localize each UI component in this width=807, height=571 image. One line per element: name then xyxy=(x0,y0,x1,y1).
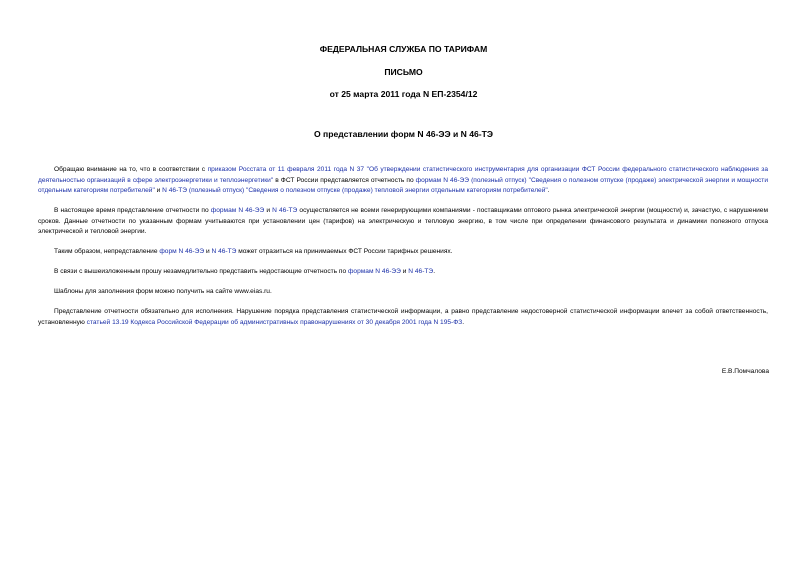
form-46-te-link[interactable]: N 46-ТЭ xyxy=(272,207,298,214)
form-46-te-link[interactable]: N 46-ТЭ (полезный отпуск) "Сведения о полезном отпуске (продаже) тепловой энергии отдельным категориям потребителей" xyxy=(162,187,548,194)
paragraph-text: и xyxy=(204,248,212,255)
form-46-te-link[interactable]: N 46-ТЭ xyxy=(211,248,237,255)
form-46-ee-link[interactable]: формам N 46-ЭЭ (полезный отпуск) "Сведения о полезном отпуске (продаже) электрической энергии и мощности отдельным категориям потребителей" xyxy=(38,176,769,194)
document-body xyxy=(38,165,768,338)
signature: Е.В.Помчалова xyxy=(721,368,769,375)
paragraph-text: Обращаю внимание на то, что в соответствии с xyxy=(54,166,208,173)
paragraph-text: и xyxy=(264,207,273,214)
paragraph-text: и xyxy=(154,187,163,194)
paragraph-6 xyxy=(38,307,768,328)
paragraph-text: может отразиться на принимаемых ФСТ России тарифных решениях. xyxy=(236,248,453,255)
paragraph-1 xyxy=(38,165,768,197)
paragraph-text: В связи с вышеизложенным прошу незамедлительно представить недостающие отчетность по xyxy=(54,268,348,275)
paragraph-text: и xyxy=(400,268,409,275)
rosstat-order-link[interactable]: приказом Росстата от 11 февраля 2011 года N 37 "Об утверждении статистического инструментария для организации ФСТ России федерального статистического наблюдения за деятельностью организаций в сфере электроэнергетики и теплоэнергетики" xyxy=(38,166,769,184)
paragraph-text: . xyxy=(462,318,465,326)
organization-title: ФЕДЕРАЛЬНАЯ СЛУЖБА ПО ТАРИФАМ xyxy=(319,44,488,54)
form-46-ee-link[interactable]: формам N 46-ЭЭ xyxy=(347,268,401,275)
form-46-ee-link[interactable]: форм N 46-ЭЭ xyxy=(159,248,205,255)
paragraph-4 xyxy=(38,267,768,278)
paragraph-2 xyxy=(38,206,768,238)
paragraph-5 xyxy=(38,287,768,298)
paragraph-text: в ФСТ России представляется отчетность по xyxy=(273,176,416,184)
koap-article-13-19-link[interactable]: статьей 13.19 Кодекса Российской Федерации об административных правонарушениях от 30 декабря 2001 года N 195-ФЗ xyxy=(86,318,463,326)
paragraph-text: . xyxy=(433,268,436,275)
form-46-ee-link[interactable]: формам N 46-ЭЭ xyxy=(210,207,265,214)
paragraph-text: Шаблоны для заполнения форм можно получить на сайте www.eias.ru. xyxy=(54,288,272,295)
paragraph-text: . xyxy=(547,187,550,194)
paragraph-3 xyxy=(38,247,768,258)
document-subject: О представлении форм N 46-ЭЭ и N 46-ТЭ xyxy=(313,129,494,139)
paragraph-text: осуществляется не всеми генерирующими компаниями - поставщиками оптового рынка электрической энергии (мощности) и, зачастую, с нарушением сроков. Данные отчетности по указанным формам учитываются при установлении цен (тарифов) на электрическую и тепловую энергию, в том числе при определении финансового результата и динамики полезного отпуска электрической и тепловой энергии. xyxy=(38,207,768,235)
paragraph-text: Таким образом, непредставление xyxy=(54,248,160,255)
paragraph-text: Представление отчетности обязательно для исполнения. Нарушение порядка представления статистической информации, а равно представление недостоверной статистической информации влечет за собой ответственность, установленную xyxy=(38,308,768,326)
paragraph-text: В настоящее время представление отчетности по xyxy=(54,207,211,214)
document-type: ПИСЬМО xyxy=(384,67,423,77)
document-date-number: от 25 марта 2011 года N ЕП-2354/12 xyxy=(329,89,478,99)
form-46-te-link[interactable]: N 46-ТЭ xyxy=(408,268,434,275)
